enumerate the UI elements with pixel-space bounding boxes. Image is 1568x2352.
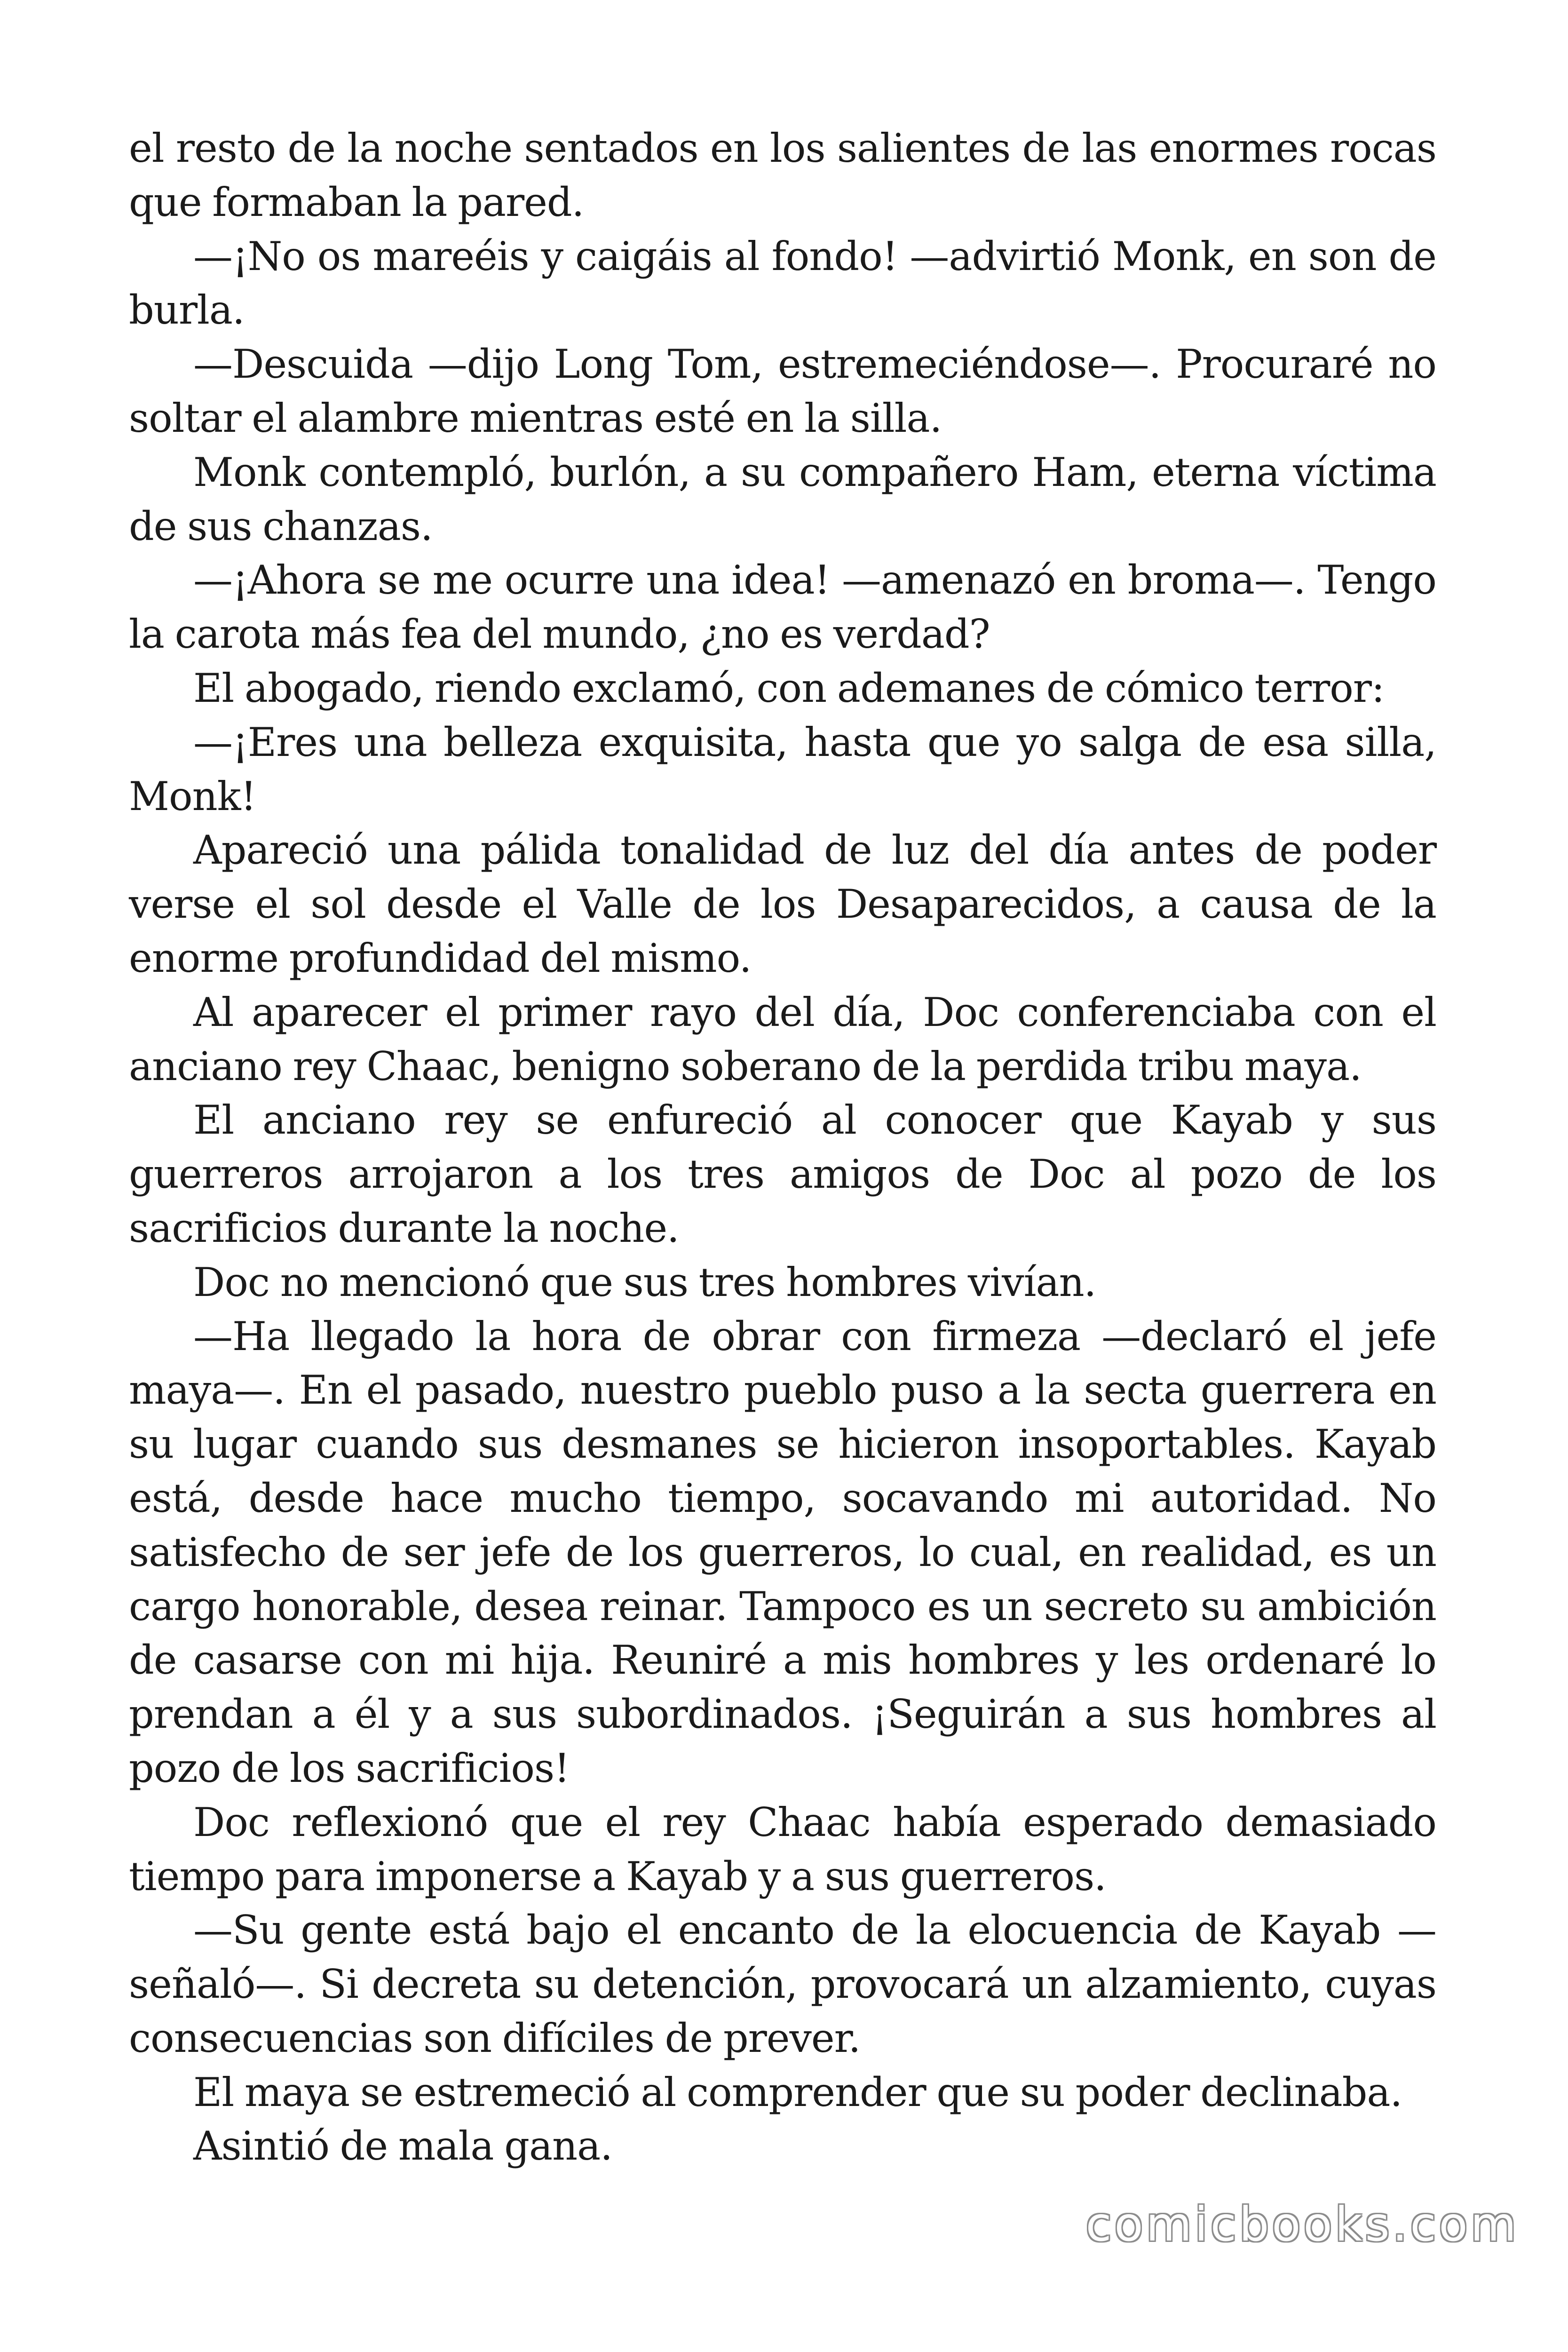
paragraph: Monk contempló, burlón, a su compañero Ham, eterna víctima de sus chanzas. [129,449,1436,549]
paragraph: El maya se estremeció al comprender que su poder declinaba. [193,2069,1402,2115]
paragraph: —Descuida —dijo Long Tom, estremeciéndose—. Procuraré no soltar el alambre mientras esté en la silla. [129,341,1436,441]
paragraph: El anciano rey se enfureció al conocer que Kayab y sus guerreros arrojaron a los tres amigos de Doc al pozo de los sacrificios durante la noche. [129,1097,1436,1251]
page-body-text [129,121,1436,2173]
paragraph: el resto de la noche sentados en los salientes de las enormes rocas que formaban la pared. [129,125,1436,225]
paragraph: Doc no mencionó que sus tres hombres vivían. [193,1259,1096,1305]
paragraph: —Ha llegado la hora de obrar con firmeza —declaró el jefe maya—. En el pasado, nuestro pueblo puso a la secta guerrera en su lugar cuando sus desmanes se hicieron insoportables. Kayab está, desde hace mucho tiempo, socavando mi autoridad. No satisfecho de ser jefe de los guerreros, lo cual, en realidad, es un cargo honorable, desea reinar. Tampoco es un secreto su ambición de casarse con mi hija. Reuniré a mis hombres y les ordenaré lo prendan a él y a sus subordinados. ¡Seguirán a sus hombres al pozo de los sacrificios! [129,1313,1436,1791]
watermark-text: comicbooks.com [1085,2197,1519,2252]
paragraph: El abogado, riendo exclamó, con ademanes de cómico terror: [193,665,1385,711]
paragraph: —¡No os mareéis y caigáis al fondo! —advirtió Monk, en son de burla. [129,233,1436,334]
paragraph: —¡Eres una belleza exquisita, hasta que yo salga de esa silla, Monk! [129,719,1436,819]
paragraph: —Su gente está bajo el encanto de la elocuencia de Kayab —señaló—. Si decreta su detención, provocará un alzamiento, cuyas consecuencias son difíciles de prever. [129,1907,1436,2061]
paragraph: Apareció una pálida tonalidad de luz del día antes de poder verse el sol desde el Valle de los Desaparecidos, a causa de la enorme profundidad del mismo. [129,827,1436,981]
paragraph: Doc reflexionó que el rey Chaac había esperado demasiado tiempo para imponerse a Kayab y a sus guerreros. [129,1799,1436,1899]
paragraph: Asintió de mala gana. [193,2123,612,2169]
paragraph: —¡Ahora se me ocurre una idea! —amenazó en broma—. Tengo la carota más fea del mundo, ¿no es verdad? [129,557,1436,658]
paragraph: Al aparecer el primer rayo del día, Doc conferenciaba con el anciano rey Chaac, benigno soberano de la perdida tribu maya. [129,989,1436,1089]
